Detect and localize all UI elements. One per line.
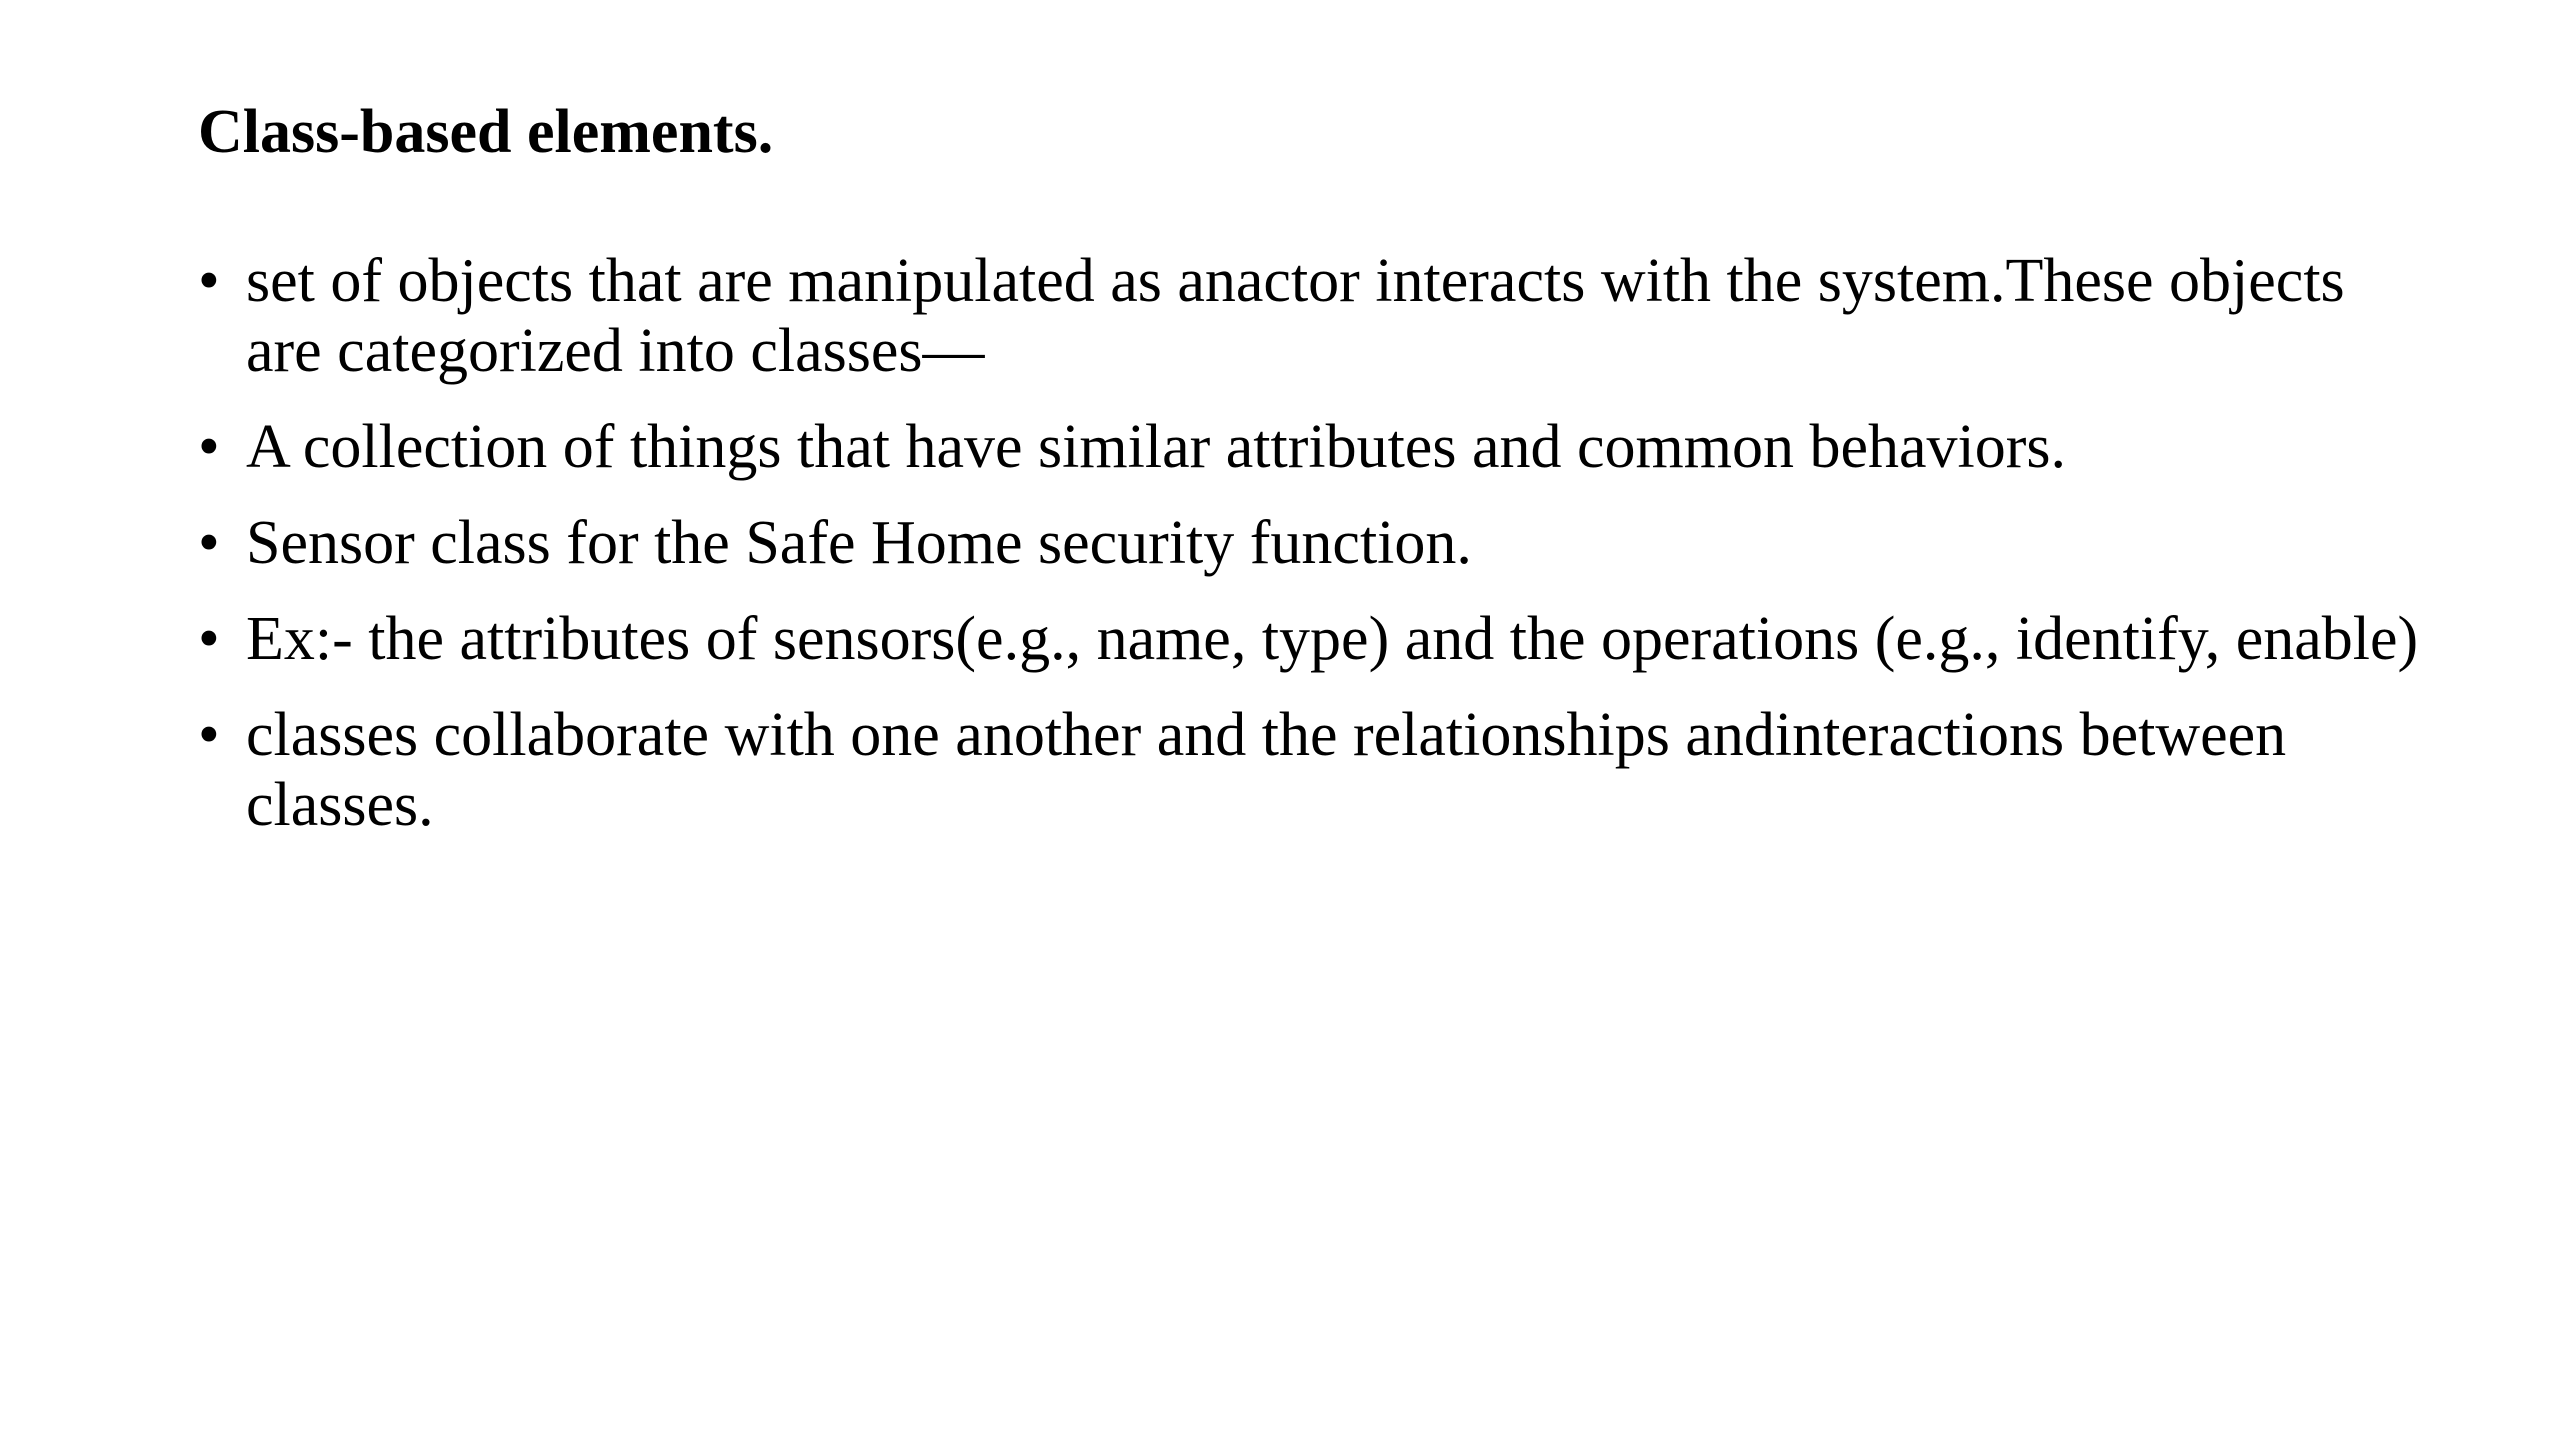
bullet-icon: •	[198, 413, 220, 481]
list-item	[198, 246, 2428, 386]
bullet-icon: •	[198, 509, 220, 577]
bullet-text: classes collaborate with one another and the relationships andinteractions between classes.	[246, 701, 2287, 839]
bullet-list	[198, 246, 2428, 866]
list-item	[198, 700, 2428, 840]
list-item	[198, 508, 2428, 578]
bullet-icon: •	[198, 247, 220, 315]
bullet-text: Ex:- the attributes of sensors(e.g., name, type) and the operations (e.g., identify, enable)	[246, 605, 2419, 673]
bullet-text: A collection of things that have similar attributes and common behaviors.	[246, 413, 2066, 481]
slide-title: Class-based elements.	[198, 98, 774, 166]
bullet-icon: •	[198, 605, 220, 673]
list-item	[198, 604, 2428, 674]
bullet-text: Sensor class for the Safe Home security function.	[246, 509, 1472, 577]
bullet-icon: •	[198, 701, 220, 769]
bullet-text: set of objects that are manipulated as anactor interacts with the system.These objects are categorized into classes—	[246, 247, 2345, 385]
list-item	[198, 412, 2428, 482]
